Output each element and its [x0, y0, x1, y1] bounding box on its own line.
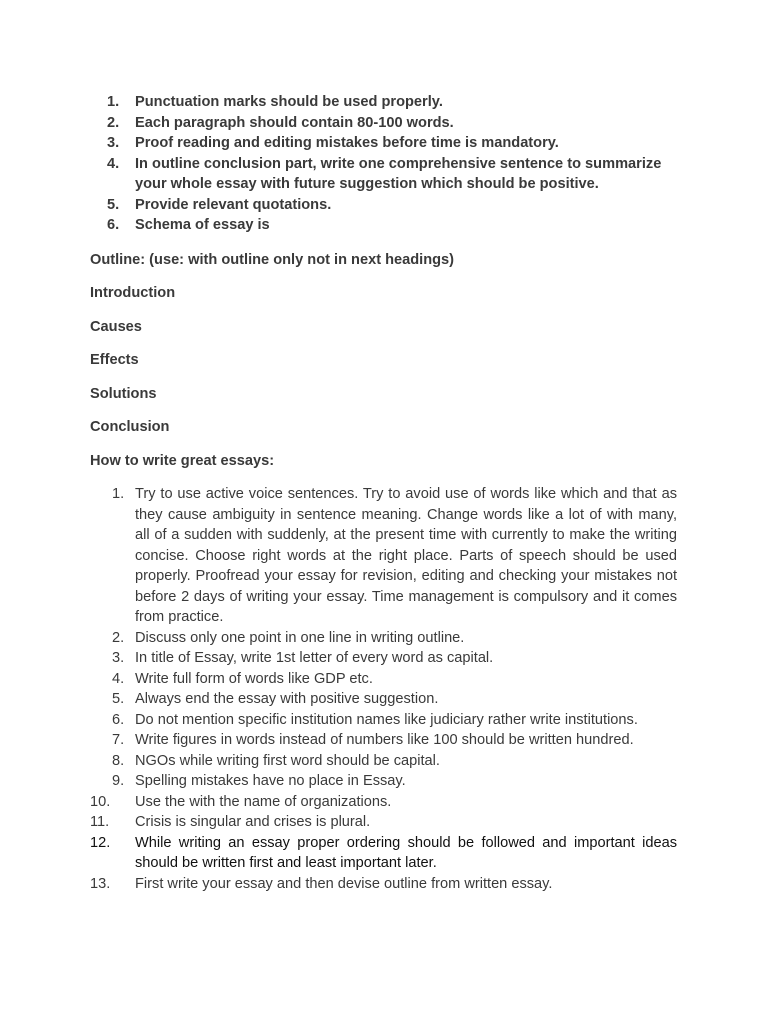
tip-text: Use the with the name of organizations.	[135, 793, 392, 810]
section-effects: Effects	[90, 352, 139, 368]
tip-text: Discuss only one point in one line in writing outline.	[135, 629, 465, 646]
list-number: 10.	[90, 793, 111, 810]
rule-item	[90, 92, 677, 113]
tip-item	[90, 628, 677, 649]
list-number: 3.	[112, 650, 125, 666]
section-conclusion: Conclusion	[90, 419, 170, 435]
tip-text: In title of Essay, write 1st letter of every word as capital.	[135, 650, 494, 666]
list-number: 3.	[107, 135, 120, 151]
tip-text: Write figures in words instead of numbers like 100 should be written hundred.	[135, 732, 634, 748]
rule-text: Provide relevant quotations.	[135, 196, 332, 213]
list-number: 4.	[112, 670, 125, 687]
list-number: 1.	[107, 94, 120, 110]
list-number: 5.	[107, 196, 120, 213]
rule-text: Proof reading and editing mistakes before time is mandatory.	[135, 135, 559, 151]
tip-text: While writing an essay proper ordering should be followed and important ideas should be written first and least important later.	[135, 834, 677, 871]
tip-item	[90, 710, 677, 731]
list-number: 5.	[112, 691, 125, 707]
section-causes: Causes	[90, 318, 142, 335]
tip-item	[90, 484, 677, 628]
rule-item	[90, 195, 677, 216]
list-number: 6.	[112, 711, 125, 728]
rule-text: Schema of essay is	[135, 217, 270, 233]
rule-item	[90, 113, 677, 134]
tip-text: First write your essay and then devise outline from written essay.	[135, 875, 553, 892]
list-number: 9.	[112, 773, 125, 789]
list-number: 7.	[112, 732, 125, 748]
list-number: 4.	[107, 155, 120, 172]
rule-text: Punctuation marks should be used properly.	[135, 94, 443, 110]
tip-text: NGOs while writing first word should be capital.	[135, 752, 440, 769]
rule-item	[90, 154, 677, 195]
tip-item	[90, 689, 677, 710]
tip-text: Always end the essay with positive suggestion.	[135, 691, 439, 707]
tip-item	[90, 648, 677, 669]
tip-item	[90, 771, 677, 792]
tip-text: Do not mention specific institution names like judiciary rather write institutions.	[135, 711, 638, 728]
list-number: 2.	[107, 114, 120, 131]
list-number: 11.	[90, 814, 110, 830]
tip-item	[90, 874, 677, 895]
list-number: 1.	[112, 486, 125, 502]
tips-list	[90, 484, 677, 894]
list-number: 13.	[90, 875, 111, 892]
list-number: 6.	[107, 217, 120, 233]
rule-text: In outline conclusion part, write one comprehensive sentence to summarize your whole essay with future suggestion which should be positive.	[135, 155, 662, 192]
rule-text: Each paragraph should contain 80-100 words.	[135, 114, 454, 131]
rule-item	[90, 133, 677, 154]
tip-text: Write full form of words like GDP etc.	[135, 670, 373, 687]
list-number: 2.	[112, 629, 125, 646]
tip-text: Try to use active voice sentences. Try to avoid use of words like which and that as they cause ambiguity in sentence meaning. Change words like a lot of with many, all of a sudden with suddenly, at the present time with currently to make the writing concise. Choose right words at the right place. Parts of speech should be used properly. Proofread your essay for revision, editing and checking your mistakes not before 2 days of writing your essay. Time management is compulsory and it comes from practice.	[135, 486, 677, 625]
tip-item	[90, 812, 677, 833]
rule-item	[90, 215, 677, 236]
tip-item	[90, 751, 677, 772]
list-number: 12.	[90, 834, 111, 851]
section-introduction: Introduction	[90, 285, 176, 301]
tip-item	[90, 792, 677, 813]
outline-heading: Outline: (use: with outline only not in next headings)	[90, 251, 455, 268]
tip-text: Crisis is singular and crises is plural.	[135, 814, 371, 830]
document-page	[90, 92, 677, 894]
tip-text: Spelling mistakes have no place in Essay.	[135, 773, 406, 789]
tip-item	[90, 669, 677, 690]
list-number: 8.	[112, 752, 125, 769]
howto-heading: How to write great essays:	[90, 452, 275, 469]
tip-item	[90, 730, 677, 751]
section-solutions: Solutions	[90, 385, 157, 402]
rules-list	[90, 92, 677, 236]
tip-item	[90, 833, 677, 874]
